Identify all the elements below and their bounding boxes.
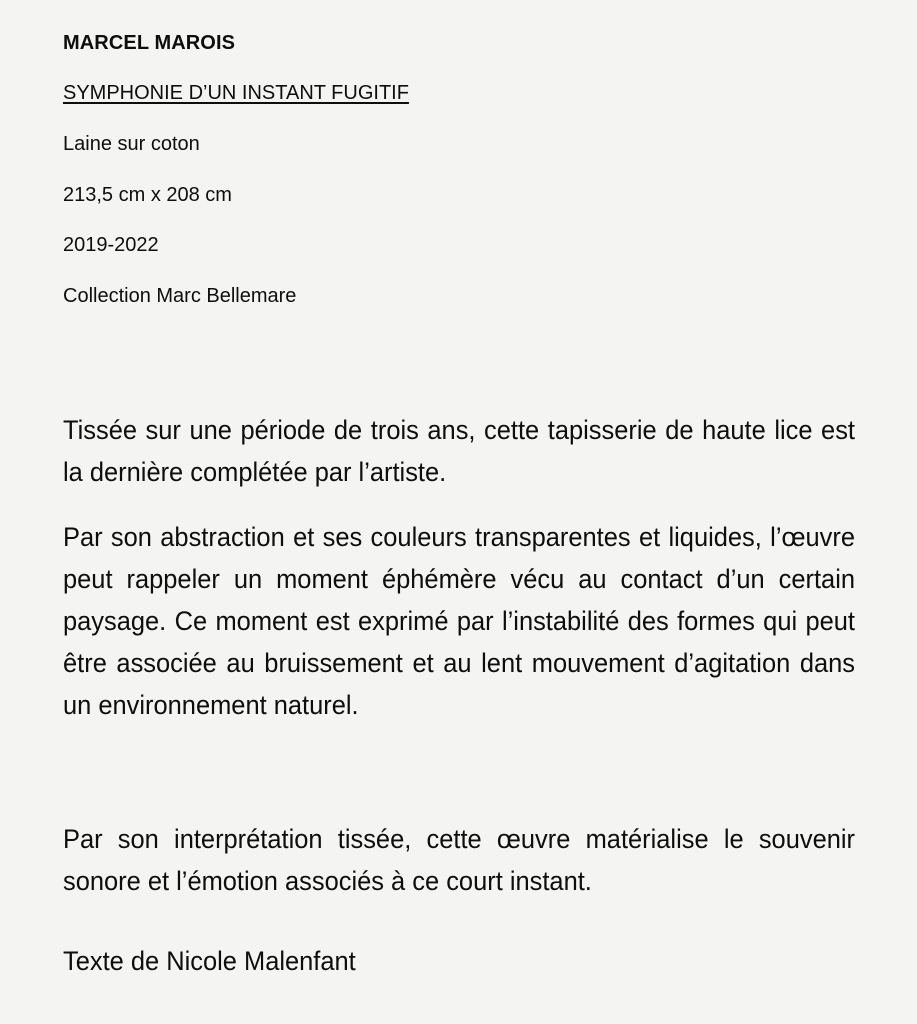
artist-name: MARCEL MAROIS xyxy=(63,32,236,54)
description-paragraph: Par son interprétation tissée, cette œuvre matérialise le souvenir sonore et l’émotion associés à ce court instant. xyxy=(63,824,855,896)
artwork-title: SYMPHONIE D’UN INSTANT FUGITIF xyxy=(63,82,409,104)
artwork-collection: Collection Marc Bellemare xyxy=(63,285,297,307)
text-credit: Texte de Nicole Malenfant xyxy=(63,946,356,976)
artwork-dates: 2019-2022 xyxy=(63,234,159,256)
description-paragraph: Tissée sur une période de trois ans, cette tapisserie de haute lice est la dernière complétée par l’artiste. xyxy=(63,415,855,487)
artwork-dimensions: 213,5 cm x 208 cm xyxy=(63,184,232,206)
description-paragraph: Par son abstraction et ses couleurs transparentes et liquides, l’œuvre peut rappeler un moment éphémère vécu au contact d’un certain paysage. Ce moment est exprimé par l’instabilité des formes qui peut être associée au bruissement et au lent mouvement d’agitation dans un environnement naturel. xyxy=(63,522,855,720)
artwork-medium: Laine sur coton xyxy=(63,133,200,155)
